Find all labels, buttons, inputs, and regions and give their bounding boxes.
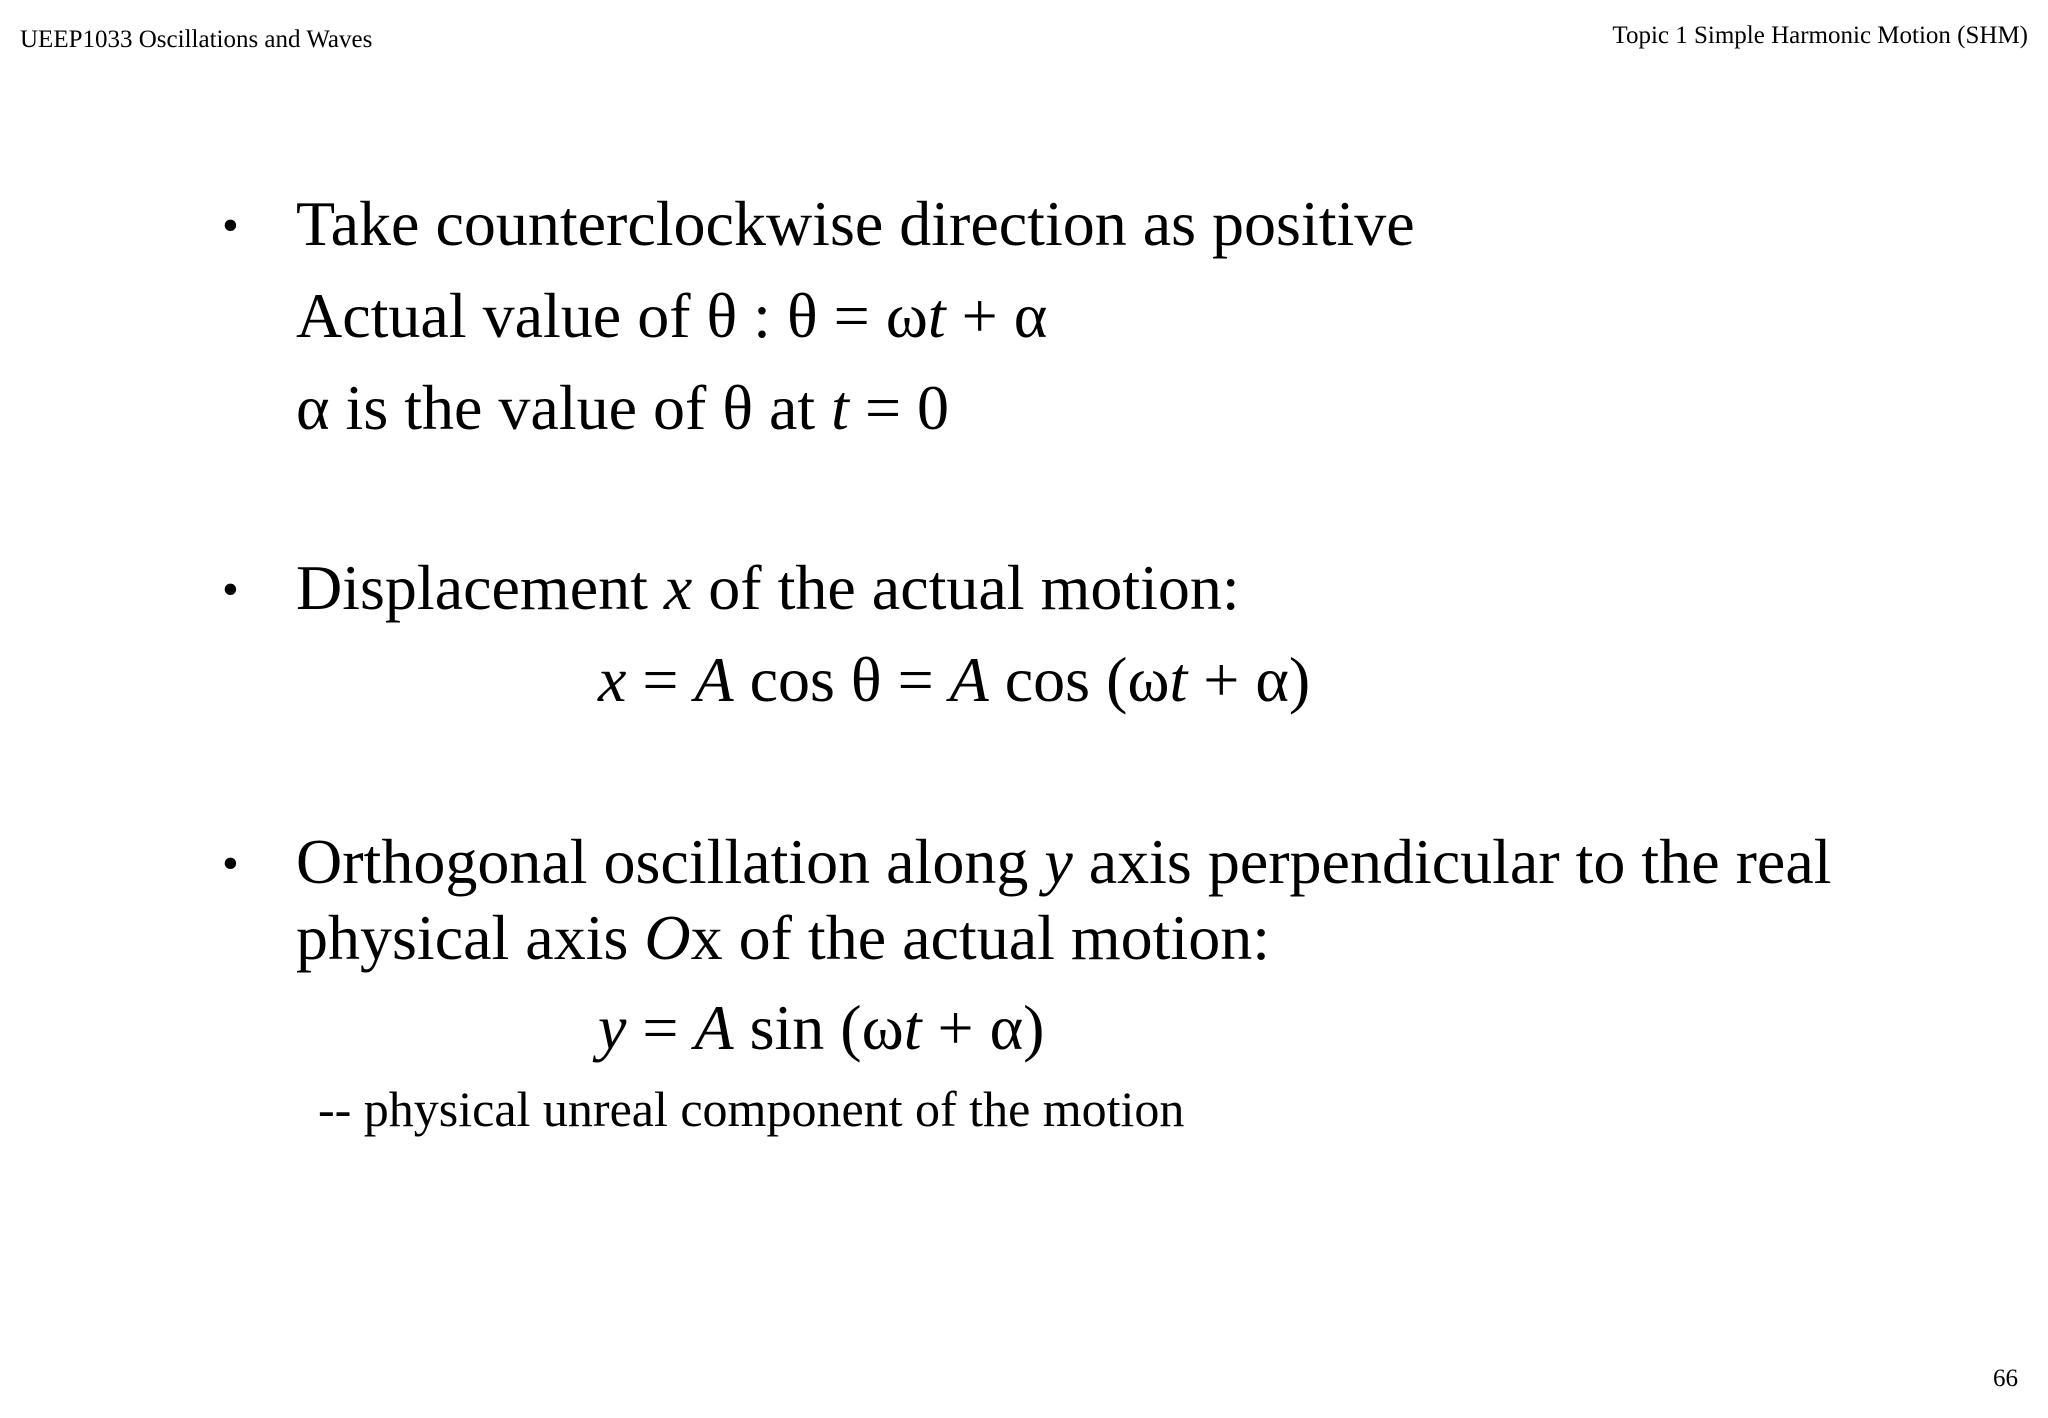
section3-line2 — [296, 902, 1270, 973]
section3-line1-var: y — [1044, 826, 1073, 897]
section1-line3-prefix: α is the value of θ at — [296, 372, 832, 443]
section3-line2-prefix: physical axis — [296, 902, 645, 973]
eq-part2: cos θ = — [733, 644, 950, 715]
eq-y-part1: = — [626, 992, 695, 1063]
section1-line3-suffix: = 0 — [848, 372, 950, 443]
eq-y-part3: + α) — [921, 992, 1045, 1063]
section2-line1-suffix: of the actual motion: — [692, 552, 1240, 623]
section2-line1-var: x — [663, 552, 693, 623]
eq-part4: + α) — [1187, 644, 1311, 715]
section3-line2-var: O — [644, 902, 691, 973]
section3-line1 — [296, 826, 1832, 897]
section2-line1 — [296, 552, 1240, 623]
section1-line3-var: t — [831, 372, 849, 443]
section1-line2-prefix: Actual value of θ : θ = ω — [296, 280, 928, 351]
section3-line1-prefix: Orthogonal oscillation along — [296, 826, 1045, 897]
eq-part1: = — [626, 644, 695, 715]
eq-a2: A — [949, 644, 989, 715]
section1-line2-suffix: + α — [945, 280, 1048, 351]
section3-line2-suffix: x of the actual motion: — [690, 902, 1270, 973]
orthogonal-equation — [598, 992, 1045, 1063]
bullet-1: • — [222, 199, 239, 252]
topic-title: Topic 1 Simple Harmonic Motion (SHM) — [1612, 22, 2028, 49]
eq-y-t: t — [903, 992, 922, 1063]
page-number: 66 — [1993, 1365, 2018, 1392]
section2-line1-prefix: Displacement — [296, 552, 664, 623]
course-title: UEEP1033 Oscillations and Waves — [20, 26, 373, 53]
section1-line2 — [296, 280, 1048, 351]
eq-t: t — [1169, 644, 1188, 715]
eq-y: y — [598, 992, 627, 1063]
displacement-equation — [598, 644, 1311, 715]
section1-line2-var: t — [927, 280, 946, 351]
eq-x: x — [598, 644, 627, 715]
section3-line1-suffix: axis perpendicular to the real — [1072, 826, 1832, 897]
eq-y-a: A — [694, 992, 734, 1063]
section1-line3 — [296, 372, 950, 443]
bullet-3: • — [222, 837, 239, 890]
unreal-component-note: -- physical unreal component of the motion — [318, 1081, 1185, 1137]
eq-y-part2: sin (ω — [733, 992, 904, 1063]
section1-line1: Take counterclockwise direction as positive — [296, 188, 1415, 259]
bullet-2: • — [222, 563, 239, 616]
eq-part3: cos (ω — [988, 644, 1170, 715]
eq-a1: A — [694, 644, 734, 715]
